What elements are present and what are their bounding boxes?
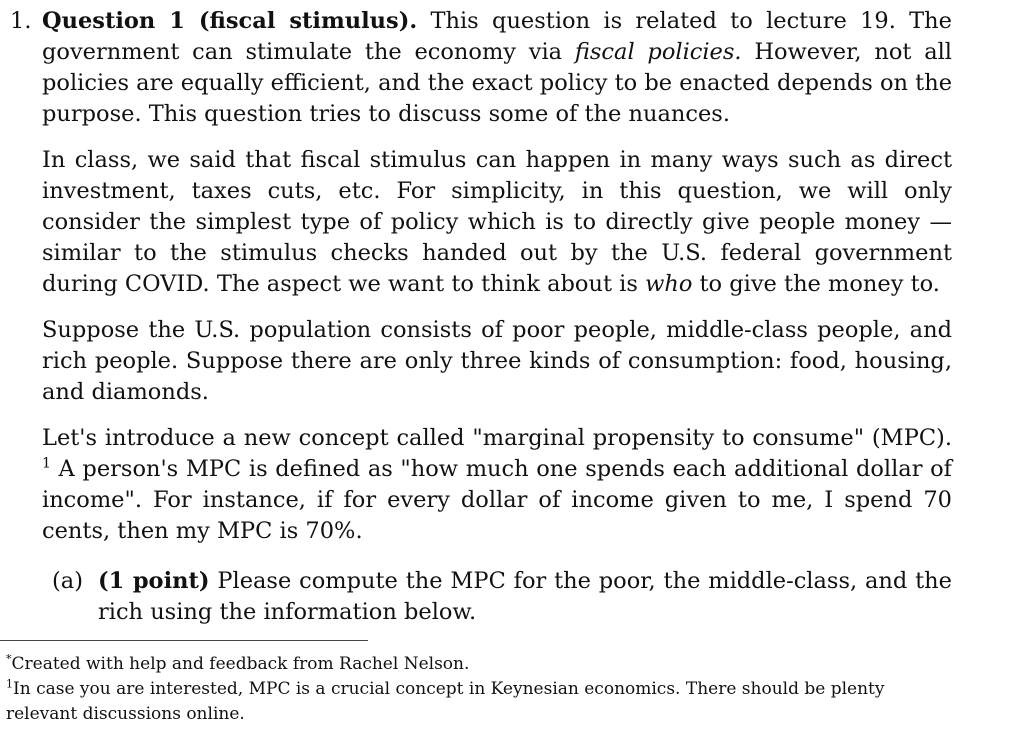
question-block <box>10 6 952 547</box>
para2-text-start: In class, we said that fiscal stimulus can happen in many ways such as direct investment, taxes cuts, etc. For simplicity, in this question, we will only consider the simplest type of policy which is to directly give people money — similar to the stimulus checks handed out by the U.S. federal government during COVID. The aspect we want to think about is <box>42 147 952 297</box>
question-title: Question 1 (fiscal stimulus). <box>42 8 418 34</box>
sub-question-text <box>52 566 952 628</box>
sub-question-a <box>52 566 952 628</box>
para2-emphasis: who <box>645 271 693 297</box>
mpc-definition-paragraph <box>10 423 952 547</box>
sub-question-body: Please compute the MPC for the poor, the middle-class, and the rich using the information below. <box>98 568 952 625</box>
footnote-star <box>6 652 956 677</box>
population-paragraph: Suppose the U.S. population consists of poor people, middle-class people, and rich people. Suppose there are only three kinds of consumption: food, housing, and diamonds. <box>42 317 952 405</box>
question-intro-paragraph <box>10 6 952 130</box>
para2-text-end: to give the money to. <box>692 271 940 297</box>
footnote-text: In case you are interested, MPC is a crucial concept in Keynesian economics. There should be plenty relevant discussions online. <box>6 679 885 724</box>
footnote-marker: * <box>6 652 12 666</box>
para4-text-end: A person's MPC is defined as "how much one spends each additional dollar of income". For instance, if for every dollar of income given to me, I spend 70 cents, then my MPC is 70%. <box>42 456 952 544</box>
footnote-ref-1[interactable]: 1 <box>42 455 51 472</box>
sub-question-label: (a) <box>52 568 83 594</box>
question-number: 1. <box>10 8 32 34</box>
fiscal-stimulus-paragraph <box>10 145 952 300</box>
para4-text-start: Let's introduce a new concept called "marginal propensity to consume" (MPC). <box>42 425 952 451</box>
footnote-1 <box>6 677 956 727</box>
intro-emphasis: fiscal policies. <box>574 39 742 65</box>
intro-text-end: However, not all policies are equally efficient, and the exact policy to be enacted depends on the purpose. This question tries to discuss some of the nuances. <box>42 39 953 127</box>
intro-text-start: This question is related to lecture 19. The government can stimulate the economy via <box>42 8 952 65</box>
sub-question-points: (1 point) <box>98 568 210 594</box>
footnotes <box>6 652 956 727</box>
footnote-divider <box>0 640 368 641</box>
footnote-marker: 1 <box>6 677 13 691</box>
footnote-text: Created with help and feedback from Rachel Nelson. <box>11 654 470 674</box>
